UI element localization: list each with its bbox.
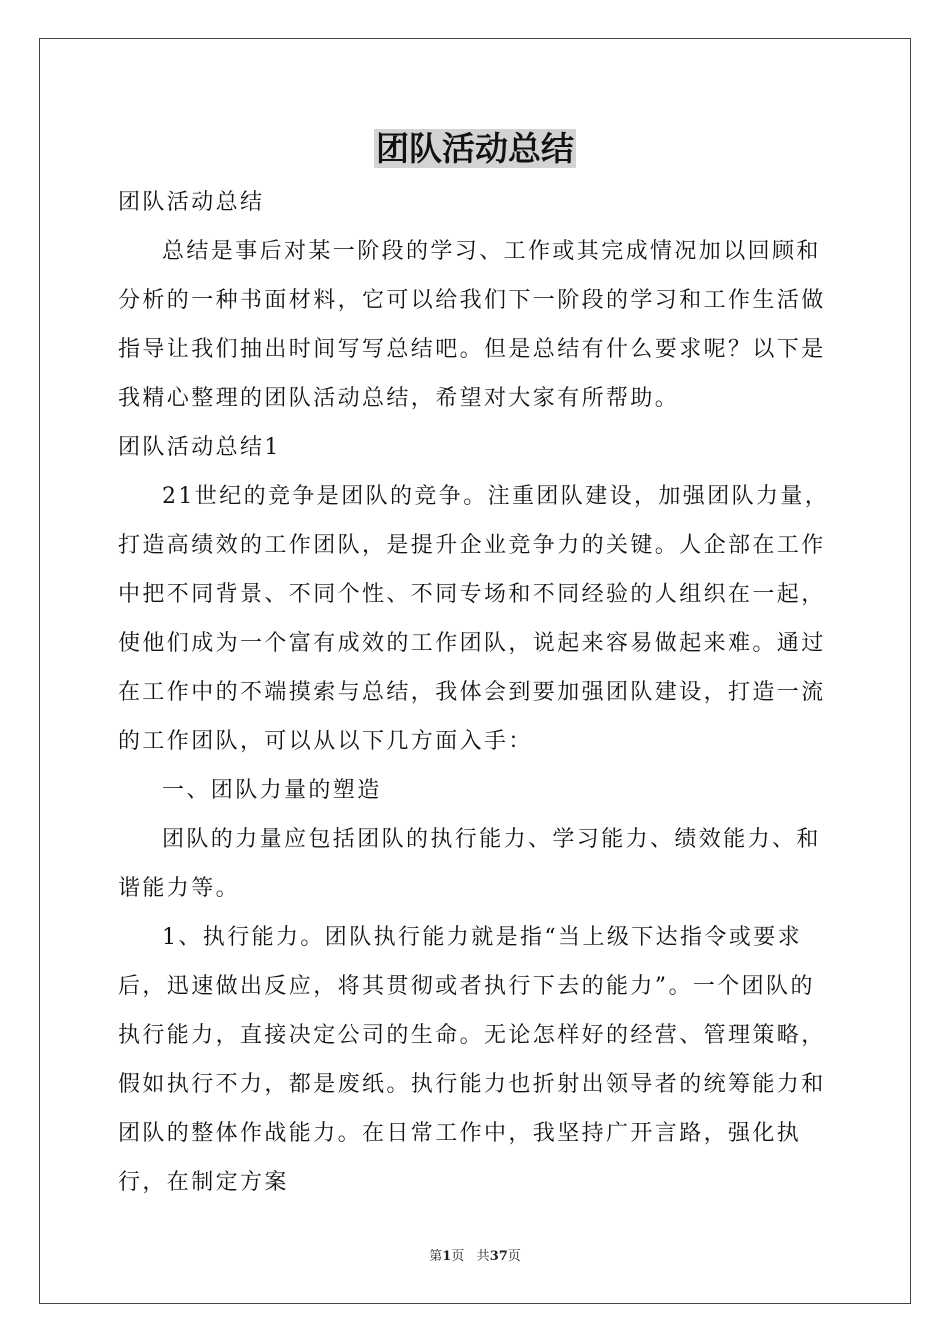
paragraph-body: 团队的力量应包括团队的执行能力、学习能力、绩效能力、和谐能力等。 — [118, 827, 821, 901]
footer-total-prefix: 共 — [476, 1249, 490, 1264]
paragraph-section-heading: 团队活动总结1 — [118, 435, 281, 460]
page-footer — [0, 1248, 950, 1266]
document-body — [118, 178, 836, 1207]
paragraph-body: 1、执行能力。团队执行能力就是指“当上级下达指令或要求后，迅速做出反应，将其贯彻或者执行下去的能力”。一个团队的执行能力，直接决定公司的生命。无论怎样好的经营、管理策略，假如执行不力，都是废纸。执行能力也折射出领导者的统筹能力和团队的整体作战能力。在日常工作中，我坚持广开言路，强化执行，在制定方案 — [118, 925, 826, 1195]
paragraph-subheading: 一、团队力量的塑造 — [162, 778, 382, 803]
paragraph-body: 21世纪的竞争是团队的竞争。注重团队建设，加强团队力量，打造高绩效的工作团队，是提升企业竞争力的关键。人企部在工作中把不同背景、不同个性、不同专场和不同经验的人组织在一起，使他们成为一个富有成效的工作团队，说起来容易做起来难。通过在工作中的不端摸索与总结，我体会到要加强团队建设，打造一流的工作团队，可以从以下几方面入手： — [118, 484, 830, 754]
footer-total-pages: 37 — [489, 1249, 508, 1264]
paragraph-intro: 总结是事后对某一阶段的学习、工作或其完成情况加以回顾和分析的一种书面材料，它可以给我们下一阶段的学习和工作生活做指导让我们抽出时间写写总结吧。但是总结有什么要求呢？以下是我精心整理的团队活动总结，希望对大家有所帮助。 — [118, 239, 826, 411]
footer-total-suffix: 页 — [507, 1249, 521, 1264]
footer-page-number: 1 — [442, 1249, 452, 1264]
footer-page-prefix: 第 — [429, 1249, 443, 1264]
document-title-text: 团队活动总结 — [376, 129, 574, 168]
footer-page-suffix: 页 — [451, 1249, 465, 1264]
document-title — [0, 126, 950, 172]
paragraph-subtitle: 团队活动总结 — [118, 190, 265, 215]
